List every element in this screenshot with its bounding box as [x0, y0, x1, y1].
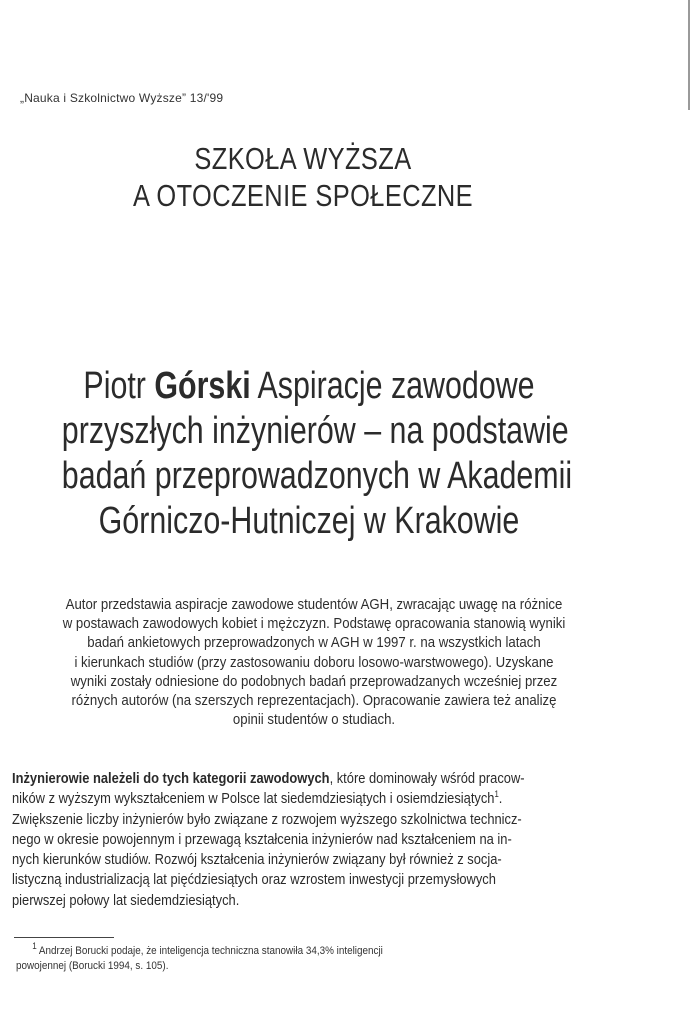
footnote-line-1 — [16, 941, 520, 959]
abstract-line: opinii studentów o studiach. — [232, 711, 396, 729]
body-line: nego w okresie powojennym i przewagą kształcenia inżynierów nad kształceniem na in- — [12, 830, 512, 848]
body-line: listyczną industrializacją lat pięćdziesiątych oraz wzrostem inwestycji przemysłowych — [12, 871, 496, 889]
article-heading — [61, 364, 573, 544]
article-heading-line-1 — [62, 364, 556, 409]
abstract — [14, 595, 614, 729]
body-paragraph — [12, 769, 612, 911]
author-first-name: Piotr — [83, 365, 146, 407]
article-title-line-4: Górniczo-Hutniczej w Krakowie — [98, 500, 520, 542]
section-title-line-1: SZKOŁA WYŻSZA — [194, 141, 412, 176]
footnote-mark: 1 — [32, 941, 37, 952]
footnote — [16, 941, 576, 974]
footnote-divider — [14, 937, 114, 938]
body-line — [12, 769, 528, 789]
body-line-2-end: . — [498, 790, 503, 808]
author-surname: Górski — [154, 365, 251, 407]
abstract-line: Autor przedstawia aspiracje zawodowe studentów AGH, zwracając uwagę na różnice — [65, 596, 563, 613]
article-title-line-2: przyszłych inżynierów – na podstawie — [61, 410, 569, 452]
footnote-reference[interactable]: 1 — [494, 789, 499, 800]
scan-edge-line — [688, 0, 690, 110]
abstract-line: w postawach zawodowych kobiet i mężczyzn. Podstawę opracowania stanowią wyniki — [62, 615, 566, 633]
section-title — [55, 140, 552, 214]
body-line — [12, 789, 528, 809]
body-line: Zwiększenie liczby inżynierów było związane z rozwojem wyższego szkolnictwa technicz- — [12, 810, 522, 828]
footnote-text-1: Andrzej Borucki podaje, że inteligencja techniczna stanowiła 34,3% inteligencji — [38, 945, 383, 957]
body-line: pierwszej połowy lat siedemdziesiątych. — [12, 891, 240, 909]
footnote-line-2: powojennej (Borucki 1994, s. 105). — [16, 960, 169, 972]
journal-header: „Nauka i Szkolnictwo Wyższe” 13/'99 — [20, 91, 224, 105]
abstract-line: wyniki zostały odniesione do podobnych badań przeprowadzanych wcześniej przez — [70, 672, 558, 690]
body-line: nych kierunków studiów. Rozwój kształcenia inżynierów związany był również z socja- — [12, 851, 502, 869]
section-title-line-2: A OTOCZENIE SPOŁECZNE — [132, 178, 474, 213]
article-title-line-3: badań przeprowadzonych w Akademii — [61, 455, 573, 497]
abstract-line: i kierunkach studiów (przy zastosowaniu doboru losowo-warstwowego). Uzyskane — [74, 653, 554, 671]
body-line-2-text: ników z wyższym wykształceniem w Polsce lat siedemdziesiątych i osiemdziesiątych — [12, 790, 495, 808]
abstract-line: różnych autorów (na szerszych reprezentacjach). Opracowanie zawiera też analizę — [71, 692, 557, 710]
body-line-1-rest: , które dominowały wśród pracow- — [329, 770, 525, 787]
abstract-line: badań ankietowych przeprowadzonych w AGH w 1997 r. na wszystkich latach — [87, 634, 541, 652]
paragraph-lead: Inżynierowie należeli do tych kategorii zawodowych — [12, 770, 330, 787]
article-title-part-1: Aspiracje zawodowe — [257, 365, 535, 407]
